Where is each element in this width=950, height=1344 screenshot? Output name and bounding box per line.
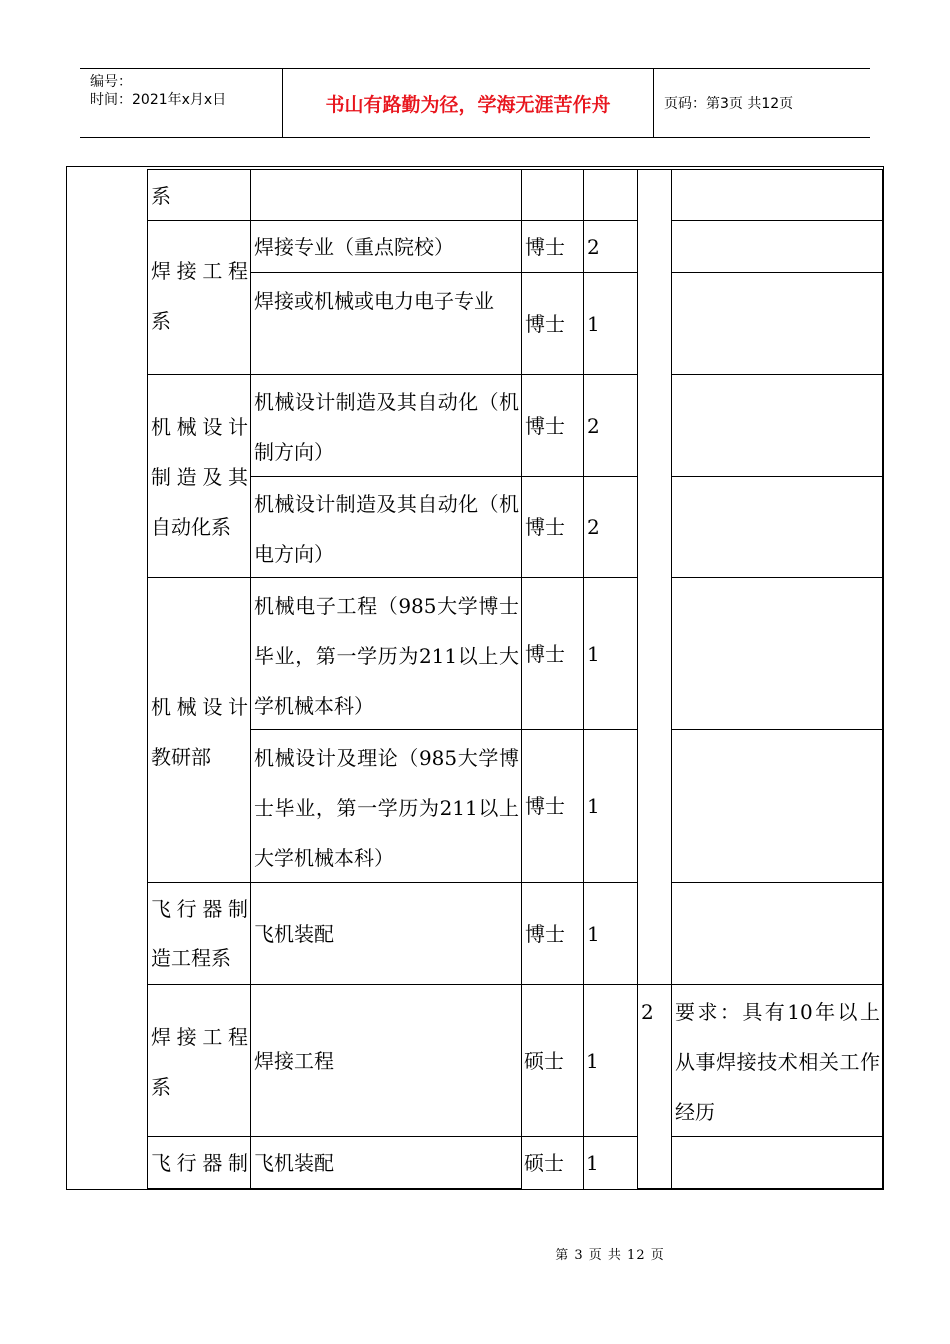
dept-cell: 焊接工程系 — [147, 984, 251, 1137]
column-divider — [521, 984, 522, 1189]
remark-cell — [671, 220, 883, 273]
count-cell: 1 — [583, 577, 638, 730]
degree-cell: 博士 — [521, 476, 584, 578]
major-cell: 机械电子工程（985大学博士毕业，第一学历为211以上大学机械本科） — [250, 577, 522, 730]
header-meta — [80, 69, 281, 137]
count-cell: 1 — [583, 1136, 638, 1189]
dept-cell: 飞行器制 — [147, 1136, 251, 1189]
dept-cell: 系 — [147, 169, 251, 221]
major-cell: 机械设计制造及其自动化（机电方向） — [250, 476, 522, 578]
remark-cell — [671, 729, 883, 883]
doc-number-label: 编号： — [90, 74, 132, 90]
degree-cell: 博士 — [521, 577, 584, 730]
major-cell — [250, 169, 522, 221]
remark-cell — [671, 1136, 883, 1189]
header-motto: 书山有路勤为径，学海无涯苦作舟 — [282, 69, 654, 137]
degree-cell — [521, 169, 584, 221]
page-header — [80, 68, 870, 138]
major-cell: 焊接或机械或电力电子专业 — [250, 272, 522, 375]
major-cell: 飞机装配 — [250, 882, 522, 985]
count-cell: 1 — [583, 729, 638, 883]
remark-cell — [671, 577, 883, 730]
dept-cell: 焊接工程系 — [147, 220, 251, 375]
degree-cell: 博士 — [521, 272, 584, 375]
group-total-cell — [637, 169, 672, 985]
major-cell: 飞机装配 — [250, 1136, 522, 1189]
dept-cell: 机械设计教研部 — [147, 577, 251, 883]
major-cell: 机械设计及理论（985大学博士毕业，第一学历为211以上大学机械本科） — [250, 729, 522, 883]
dept-cell: 飞行器制造工程系 — [147, 882, 251, 985]
degree-cell: 硕士 — [521, 1136, 584, 1189]
count-cell: 1 — [583, 272, 638, 375]
recruitment-table — [66, 166, 884, 1190]
group-total-cell: 2 — [637, 984, 672, 1189]
date-label: 时间：2021年x月x日 — [90, 92, 227, 108]
count-cell — [583, 169, 638, 221]
degree-cell: 硕士 — [524, 1049, 564, 1073]
remark-cell — [671, 476, 883, 578]
header-page-info: 页码：第3页 共12页 — [664, 96, 794, 112]
remark-cell: 要求：具有10年以上从事焊接技术相关工作经历 — [671, 984, 883, 1137]
degree-cell: 博士 — [521, 374, 584, 477]
remark-cell — [671, 374, 883, 477]
degree-cell: 博士 — [521, 729, 584, 883]
remark-cell — [671, 169, 883, 221]
count-cell: 1 — [586, 1049, 599, 1073]
count-cell: 2 — [583, 220, 638, 273]
dept-cell: 机械设计制造及其自动化系 — [147, 374, 251, 578]
column-divider — [583, 984, 584, 1189]
remark-cell — [671, 882, 883, 985]
count-cell: 1 — [583, 882, 638, 985]
major-cell: 焊接工程 — [250, 984, 522, 1137]
degree-cell: 博士 — [521, 220, 584, 273]
degree-cell: 博士 — [521, 882, 584, 985]
count-cell: 2 — [583, 374, 638, 477]
page-footer: 第 3 页 共 12 页 — [555, 1248, 665, 1263]
remark-cell — [671, 272, 883, 375]
major-cell: 机械设计制造及其自动化（机制方向） — [250, 374, 522, 477]
major-cell: 焊接专业（重点院校） — [250, 220, 522, 273]
count-cell: 2 — [583, 476, 638, 578]
